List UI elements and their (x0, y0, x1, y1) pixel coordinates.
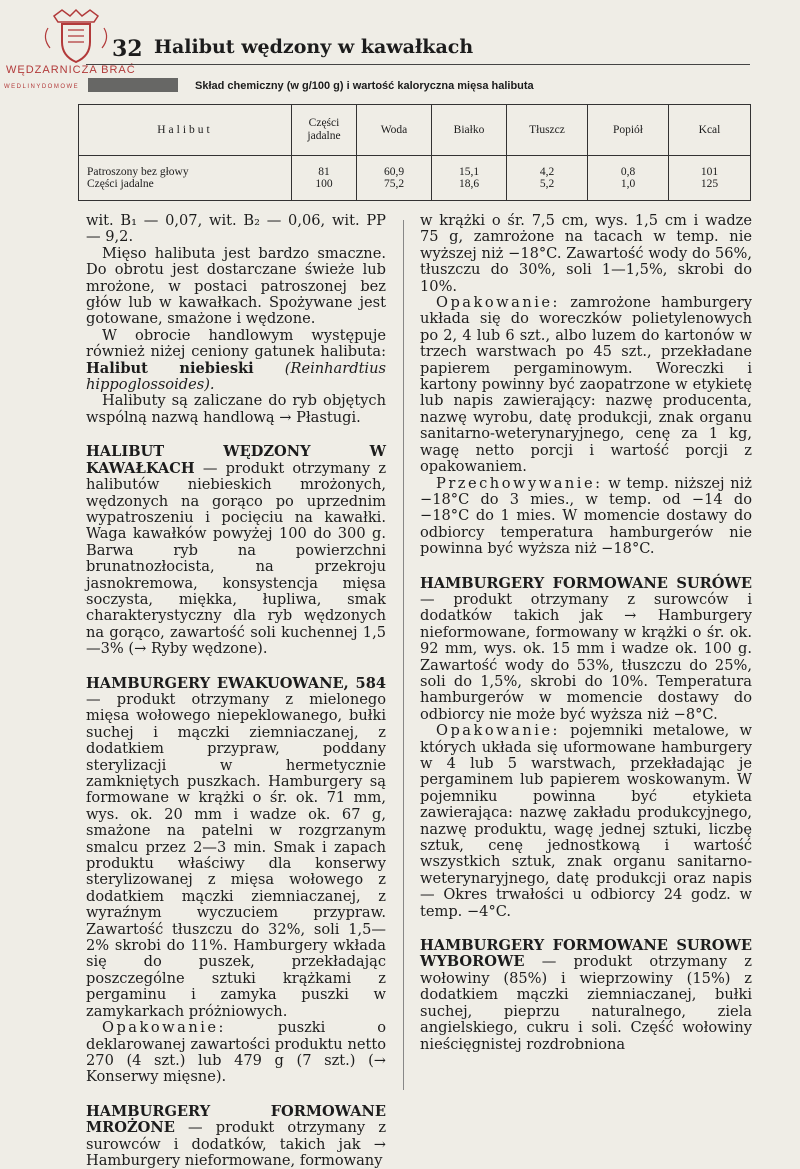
table-header-cell: Halibut (79, 105, 292, 156)
chemical-composition-table (78, 104, 751, 201)
entry-heading: HAMBURGERY FORMOWANE SURÓWE (420, 574, 752, 592)
table-header-cell: Kcal (669, 105, 751, 156)
entry-heading: HAMBURGERY EWAKUOWANE, 584 (86, 674, 386, 692)
packaging-paragraph: Opakowanie: pojemniki metalowe, w których układa się uformowane hamburgery w 4 lub 5 warstwach, przekładając je pergaminem lub papierem woskowanym. W pojemniku powinna być etykieta zawierająca: nazwę zakładu produkcyjnego, nazwę produktu, wagę jednej sztuki, liczbę sztuk, cenę jednostkową i wartość wszystkich sztuk, znak organu sanitarno-weterynaryjnego, datę produkcji oraz napis — Okres trwałości u odbiorcy 24 godz. w temp. −4°C. (420, 722, 752, 920)
logo-brand-text: WĘDZARNICZA BRAĆ (6, 64, 136, 76)
table-header-cell: Popiół (588, 105, 669, 156)
table-header-row (79, 105, 751, 156)
entry-hamburgery-formowane-surowe: HAMBURGERY FORMOWANE SURÓWE — produkt otrzymany z surowców i dodatków takich jak → Hamburgery nieformowane, formowany w krążki o śr. ok. 92 mm, wys. ok. 15 mm i wadze ok. 100 g. Zawartość wody do 53%, tłuszczu do 25%, soli do 1,5%, skrobi do 10%. Temperatura hamburgerów w momencie dostawy do odbiorcy nie może być wyższa niż −8°C. (420, 574, 752, 723)
flatfish-paragraph: Halibuty są zaliczane do ryb objętych wspólną nazwą handlową → Płastugi. (86, 392, 386, 426)
halibut-species-paragraph: W obrocie handlowym występuje również niżej ceniony gatunek halibuta: Halibut niebieski (Reinhardtius hippoglossoides). (86, 326, 386, 394)
table-row (79, 156, 751, 201)
table-cell: Patroszony bez głowy Części jadalne (79, 156, 292, 201)
continuation-paragraph: w krążki o śr. 7,5 cm, wys. 1,5 cm i wadze 75 g, zamrożone na tacach w temp. nie wyższej niż −18°C. Zawartość wody do 56%, tłuszczu do 30%, soli 1—1,5%, skrobi do 10%. (420, 212, 752, 295)
page-title: Halibut wędzony w kawałkach (154, 36, 474, 58)
table-cell: 81 100 (292, 156, 357, 201)
page-number: 32 (112, 36, 143, 62)
entry-hamburgery-formowane-surowe-wyborowe: HAMBURGERY FORMOWANE SUROWE WYBOROWE — produkt otrzymany z wołowiny (85%) i wieprzowiny (15%) z dodatkiem mączki ziemniaczanej, bułki suchej, pieprzu naturalnego, ziela angielskiego, cukru i soli. Część wołowiny nieścięgnistej rozdrobniona (420, 937, 752, 1053)
table-header-cell: Tłuszcz (507, 105, 588, 156)
entry-hamburgery-ewakuowane: HAMBURGERY EWAKUOWANE, 584 — produkt otrzymany z mielonego mięsa wołowego niepeklowanego, bułki suchej i mączki ziemniaczanej, z dodatkiem przypraw, poddany sterylizacji w hermetycznie zamkniętych puszkach. Hamburgery są formowane w krążki o śr. ok. 71 mm, wys. ok. 20 mm i wadze ok. 67 g, smażone na patelni w rozgrzanym smalcu przez 2—3 min. Smak i zapach produktu właściwy dla konserwy sterylizowanej z mięsa wołowego z dodatkiem mączki ziemniaczanej, z wyraźnym wyczuciem przypraw. Zawartość tłuszczu do 32%, soli 1,5—2% skrobi do 11%. Hamburgery wkłada się do puszek, przekładając poszczególne sztuki krążkami z pergaminu i zamyka puszki w zamykarkach próżniowych. (86, 674, 386, 1020)
table-header-cell: Białko (432, 105, 507, 156)
column-divider (403, 220, 404, 1090)
table-header-cell: Części jadalne (292, 105, 357, 156)
shield-logo-icon (40, 8, 112, 64)
packaging-paragraph: Opakowanie: zamrożone hamburgery układa się do woreczków polietylenowych po 2, 4 lub 6 szt., albo luzem do kartonów w trzech warstwach po 45 szt., przekładane papierem pergaminowym. Woreczki i kartony powinny być zaopatrzone w etykietę lub napis zawierający: nazwę producenta, nazwę wyrobu, datę produkcji, znak organu sanitarno-weterynaryjnego, cenę za 1 kg, wagę netto porcji i wartość porcji z opakowaniem. (420, 294, 752, 476)
halibut-description: Mięso halibuta jest bardzo smaczne. Do obrotu jest dostarczane świeże lub mrożone, w postaci patroszonej bez głów lub w kawałkach. Spożywane jest gotowane, smażone i wędzone. (86, 244, 386, 328)
vitamins-paragraph: wit. B₁ — 0,07, wit. B₂ — 0,06, wit. PP — 9,2. (86, 212, 386, 246)
entry-heading: HAMBURGERY FORMOWANE SUROWE WYBOROWE (420, 937, 752, 971)
storage-paragraph: Przechowywanie: w temp. niższej niż −18°C do 3 mies., w temp. od −14 do −18°C do 1 mies. W momencie dostawy do odbiorcy temperatura hamburgerów nie powinna być wyższa niż −18°C. (420, 474, 752, 558)
entry-heading: HAMBURGERY FORMOWANE MROŻONE (86, 1102, 386, 1137)
table-cell: 101 125 (669, 156, 751, 201)
header-divider (86, 64, 750, 65)
entry-halibut-wedzony: HALIBUT WĘDZONY W KAWAŁKACH — produkt otrzymany z halibutów niebieskich mrożonych, wędzonych na gorąco po uprzednim wypatroszeniu i pocięciu na kawałki. Waga kawałków powyżej 100 do 300 g. Barwa ryb na powierzchni brunatnozłocista, na przekroju jasnokremowa, konsystencja mięsa soczysta, miękka, łupliwa, smak charakterystyczny dla ryb wędzonych na gorąco, zawartość soli kuchennej 1,5—3% (→ Ryby wędzone). (86, 443, 387, 658)
table-cell: 4,2 5,2 (507, 156, 588, 201)
right-column (420, 213, 752, 1053)
table-header-cell: Woda (357, 105, 432, 156)
table-cell: 15,1 18,6 (432, 156, 507, 201)
table-cell: 60,9 75,2 (357, 156, 432, 201)
left-column (86, 213, 386, 1169)
entry-heading: HALIBUT WĘDZONY W KAWAŁKACH (86, 443, 386, 477)
print-smudge (88, 78, 178, 92)
packaging-paragraph: Opakowanie: puszki o deklarowanej zawartości produktu netto 270 (4 szt.) lub 479 g (7 szt.) (→ Konserwy mięsne). (86, 1019, 387, 1086)
logo-sub-text: WEDLINYDOMOWE (4, 84, 80, 90)
entry-hamburgery-formowane-mrozone: HAMBURGERY FORMOWANE MROŻONE — produkt otrzymany z surowców i dodatków, takich jak → Hamburgery nieformowane, formowany (86, 1102, 387, 1169)
table-cell: 0,8 1,0 (588, 156, 669, 201)
table-caption: Skład chemiczny (w g/100 g) i wartość kaloryczna mięsa halibuta (195, 80, 534, 92)
